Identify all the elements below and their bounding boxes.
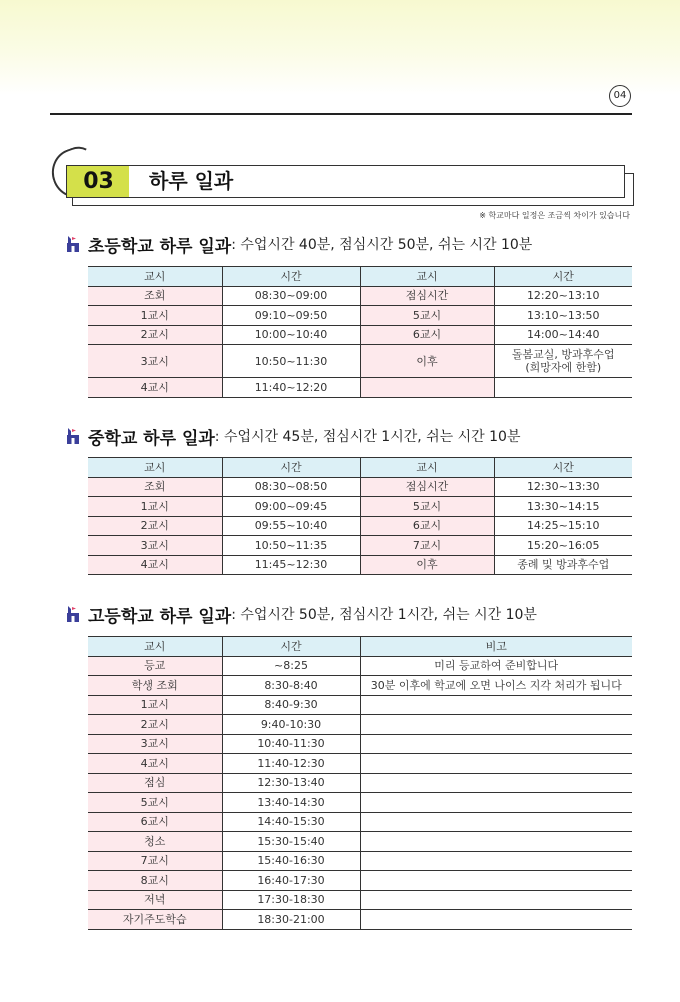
- cell-text: 08:30~09:00: [254, 289, 328, 303]
- cell-text: 6교시: [412, 519, 442, 533]
- table-cell: [88, 516, 222, 536]
- table-cell: [222, 851, 360, 871]
- table-cell: [360, 676, 632, 696]
- cell-text: 청소: [144, 834, 166, 848]
- table-cell: [88, 345, 222, 378]
- page-number: 04: [609, 85, 631, 107]
- cell-text: ~8:25: [274, 659, 308, 673]
- table-cell: [360, 851, 632, 871]
- table-row: [88, 851, 632, 871]
- cell-text: 4교시: [140, 380, 169, 394]
- table-cell: [494, 516, 632, 536]
- cell-text: 3교시: [140, 354, 169, 368]
- cell-text: 09:55~10:40: [254, 519, 328, 533]
- column-header: 시간: [222, 267, 360, 287]
- cell-text: 2교시: [140, 519, 169, 533]
- cell-text: 13:10~13:50: [526, 308, 600, 322]
- cell-text: 6교시: [412, 328, 442, 342]
- cell-text: 2교시: [140, 328, 169, 342]
- table-cell: [222, 306, 360, 326]
- cell-text: 학생 조회: [131, 678, 178, 692]
- table-row: [88, 871, 632, 891]
- school-icon: [66, 236, 80, 252]
- table-cell: [88, 793, 222, 813]
- column-header: 교시: [88, 637, 222, 657]
- cell-text: 조회: [144, 480, 166, 494]
- cell-text: 15:20~16:05: [526, 538, 600, 552]
- table-cell: [360, 536, 494, 556]
- table-cell: [222, 286, 360, 306]
- cell-text: 30분 이후에 학교에 오면 나이스 지각 처리가 됩니다: [370, 678, 622, 692]
- cell-text: 14:40-15:30: [257, 815, 325, 829]
- cell-text: 12:30-13:40: [257, 776, 325, 790]
- cell-text: 11:45~12:30: [254, 558, 328, 572]
- table-row: [88, 536, 632, 556]
- middle-heading: [66, 425, 521, 447]
- table-cell: [88, 871, 222, 891]
- table-cell: [222, 890, 360, 910]
- cell-text: 09:10~09:50: [254, 308, 328, 322]
- cell-text: 3교시: [140, 538, 169, 552]
- table-cell: [360, 325, 494, 345]
- table-cell: [360, 910, 632, 930]
- table-row: [88, 812, 632, 832]
- table-row: [88, 378, 632, 398]
- table-cell: [222, 516, 360, 536]
- table-row: [88, 715, 632, 735]
- table-cell: [360, 555, 494, 575]
- table-cell: [88, 286, 222, 306]
- table-cell: [222, 793, 360, 813]
- cell-text: 14:00~14:40: [526, 328, 600, 342]
- table-row: [88, 734, 632, 754]
- table-row: [88, 325, 632, 345]
- cell-text: 점심시간: [405, 480, 449, 494]
- elementary-summary: : 수업시간 40분, 점심시간 50분, 쉬는 시간 10분: [231, 237, 533, 253]
- table-row: [88, 516, 632, 536]
- table-row: [88, 306, 632, 326]
- cell-text: 17:30-18:30: [257, 893, 325, 907]
- table-cell: [360, 306, 494, 326]
- cell-text: 10:50~11:35: [254, 538, 328, 552]
- table-cell: [88, 497, 222, 517]
- table-cell: [494, 286, 632, 306]
- middle-summary: : 수업시간 45분, 점심시간 1시간, 쉬는 시간 10분: [214, 429, 521, 445]
- table-row: [88, 555, 632, 575]
- table-row: [88, 477, 632, 497]
- table-cell: [88, 734, 222, 754]
- table-cell: [494, 306, 632, 326]
- table-header-row: [88, 458, 632, 478]
- section-title: 하루 일과: [149, 169, 234, 193]
- elementary-heading: [66, 233, 532, 255]
- table-cell: [360, 871, 632, 891]
- cell-text: 5교시: [412, 499, 442, 513]
- table-header-row: [88, 267, 632, 287]
- cell-text: 8교시: [140, 873, 169, 887]
- table-row: [88, 793, 632, 813]
- table-cell: [88, 656, 222, 676]
- cell-text: 11:40~12:20: [254, 380, 328, 394]
- table-cell: [360, 656, 632, 676]
- table-cell: [222, 555, 360, 575]
- table-cell: [360, 286, 494, 306]
- cell-text: 돌봄교실, 방과후수업 (희망자에 한함): [511, 348, 615, 374]
- cell-text: 4교시: [140, 558, 169, 572]
- table-cell: [88, 851, 222, 871]
- table-cell: [222, 477, 360, 497]
- column-header: 교시: [88, 458, 222, 478]
- section-title-box: [129, 165, 625, 198]
- cell-text: 점심: [144, 776, 166, 790]
- cell-text: 점심시간: [405, 289, 449, 303]
- cell-text: 10:50~11:30: [254, 354, 328, 368]
- table-cell: [222, 497, 360, 517]
- header-rule: [50, 113, 632, 115]
- table-cell: [494, 345, 632, 378]
- table-cell: [360, 812, 632, 832]
- column-header: 비고: [360, 637, 632, 657]
- table-row: [88, 832, 632, 852]
- cell-text: 종례 및 방과후수업: [517, 558, 610, 572]
- table-row: [88, 754, 632, 774]
- cell-text: 15:30-15:40: [257, 834, 325, 848]
- middle-title: 중학교 하루 일과: [88, 428, 215, 449]
- table-cell: [222, 910, 360, 930]
- table-cell: [360, 793, 632, 813]
- cell-text: 7교시: [140, 854, 169, 868]
- cell-text: 1교시: [140, 499, 169, 513]
- table-cell: [88, 536, 222, 556]
- table-cell: [360, 497, 494, 517]
- table-row: [88, 286, 632, 306]
- table-cell: [88, 812, 222, 832]
- table-cell: [360, 477, 494, 497]
- table-cell: [360, 378, 494, 398]
- table-cell: [222, 715, 360, 735]
- cell-text: 미리 등교하여 준비합니다: [434, 659, 559, 673]
- cell-text: 5교시: [412, 308, 442, 322]
- table-cell: [88, 378, 222, 398]
- column-header: 시간: [222, 458, 360, 478]
- cell-text: 09:00~09:45: [254, 499, 328, 513]
- cell-text: 등교: [144, 659, 166, 673]
- middle-schedule-table: [88, 457, 632, 575]
- table-cell: [222, 676, 360, 696]
- table-cell: [360, 715, 632, 735]
- table-cell: [222, 871, 360, 891]
- table-cell: [360, 345, 494, 378]
- table-cell: [494, 536, 632, 556]
- cell-text: 8:30-8:40: [264, 678, 318, 692]
- column-header: 시간: [222, 637, 360, 657]
- elementary-schedule-table: [88, 266, 632, 398]
- top-gradient-band: [0, 0, 680, 95]
- table-cell: [88, 306, 222, 326]
- table-cell: [222, 656, 360, 676]
- elementary-title: 초등학교 하루 일과: [88, 236, 232, 257]
- cell-text: 조회: [144, 289, 166, 303]
- column-header: 시간: [494, 267, 632, 287]
- cell-text: 이후: [416, 354, 438, 368]
- table-row: [88, 773, 632, 793]
- table-cell: [360, 832, 632, 852]
- cell-text: 저녁: [144, 893, 166, 907]
- cell-text: 2교시: [140, 717, 169, 731]
- column-header: 교시: [360, 267, 494, 287]
- school-icon: [66, 606, 80, 622]
- table-row: [88, 656, 632, 676]
- table-cell: [222, 536, 360, 556]
- table-cell: [222, 832, 360, 852]
- cell-text: 14:25~15:10: [526, 519, 600, 533]
- table-cell: [360, 754, 632, 774]
- high-schedule-table: [88, 636, 632, 930]
- table-cell: [222, 754, 360, 774]
- table-row: [88, 676, 632, 696]
- table-cell: [88, 555, 222, 575]
- table-cell: [88, 832, 222, 852]
- table-cell: [222, 345, 360, 378]
- table-cell: [360, 695, 632, 715]
- table-cell: [88, 676, 222, 696]
- cell-text: 12:30~13:30: [526, 480, 600, 494]
- section-banner: [48, 145, 634, 207]
- table-cell: [222, 734, 360, 754]
- schedule-note: ※ 학교마다 일정은 조금씩 차이가 있습니다: [479, 211, 630, 220]
- cell-text: 10:40-11:30: [257, 737, 325, 751]
- table-cell: [88, 754, 222, 774]
- table-row: [88, 695, 632, 715]
- cell-text: 15:40-16:30: [257, 854, 325, 868]
- cell-text: 1교시: [140, 308, 169, 322]
- column-header: 시간: [494, 458, 632, 478]
- cell-text: 13:40-14:30: [257, 795, 325, 809]
- cell-text: 11:40-12:30: [257, 756, 325, 770]
- cell-text: 10:00~10:40: [254, 328, 328, 342]
- table-cell: [88, 910, 222, 930]
- cell-text: 13:30~14:15: [526, 499, 600, 513]
- table-cell: [494, 378, 632, 398]
- cell-text: 18:30-21:00: [257, 912, 325, 926]
- table-row: [88, 345, 632, 378]
- column-header: 교시: [360, 458, 494, 478]
- table-row: [88, 890, 632, 910]
- school-icon: [66, 428, 80, 444]
- cell-text: 4교시: [140, 756, 169, 770]
- high-summary: : 수업시간 50분, 점심시간 1시간, 쉬는 시간 10분: [231, 607, 537, 623]
- table-cell: [360, 734, 632, 754]
- cell-text: 08:30~08:50: [254, 480, 328, 494]
- cell-text: 자기주도학습: [122, 912, 187, 926]
- table-cell: [88, 477, 222, 497]
- section-number: 03: [66, 165, 131, 198]
- table-cell: [360, 890, 632, 910]
- table-cell: [88, 715, 222, 735]
- table-cell: [88, 325, 222, 345]
- cell-text: 1교시: [140, 698, 169, 712]
- cell-text: 이후: [416, 558, 438, 572]
- cell-text: 7교시: [412, 538, 442, 552]
- cell-text: 6교시: [140, 815, 169, 829]
- table-cell: [360, 773, 632, 793]
- cell-text: 9:40-10:30: [260, 717, 322, 731]
- table-row: [88, 497, 632, 517]
- table-cell: [494, 497, 632, 517]
- table-cell: [88, 773, 222, 793]
- table-cell: [222, 695, 360, 715]
- table-cell: [222, 325, 360, 345]
- cell-text: 5교시: [140, 795, 169, 809]
- cell-text: 16:40-17:30: [257, 873, 325, 887]
- table-cell: [88, 890, 222, 910]
- cell-text: 8:40-9:30: [264, 698, 318, 712]
- high-title: 고등학교 하루 일과: [88, 606, 232, 627]
- cell-text: 3교시: [140, 737, 169, 751]
- column-header: 교시: [88, 267, 222, 287]
- table-cell: [494, 325, 632, 345]
- table-cell: [494, 477, 632, 497]
- table-row: [88, 910, 632, 930]
- table-cell: [494, 555, 632, 575]
- table-cell: [222, 812, 360, 832]
- high-heading: [66, 603, 537, 625]
- cell-text: 12:20~13:10: [526, 289, 600, 303]
- table-cell: [222, 378, 360, 398]
- table-header-row: [88, 637, 632, 657]
- table-cell: [360, 516, 494, 536]
- table-cell: [88, 695, 222, 715]
- table-cell: [222, 773, 360, 793]
